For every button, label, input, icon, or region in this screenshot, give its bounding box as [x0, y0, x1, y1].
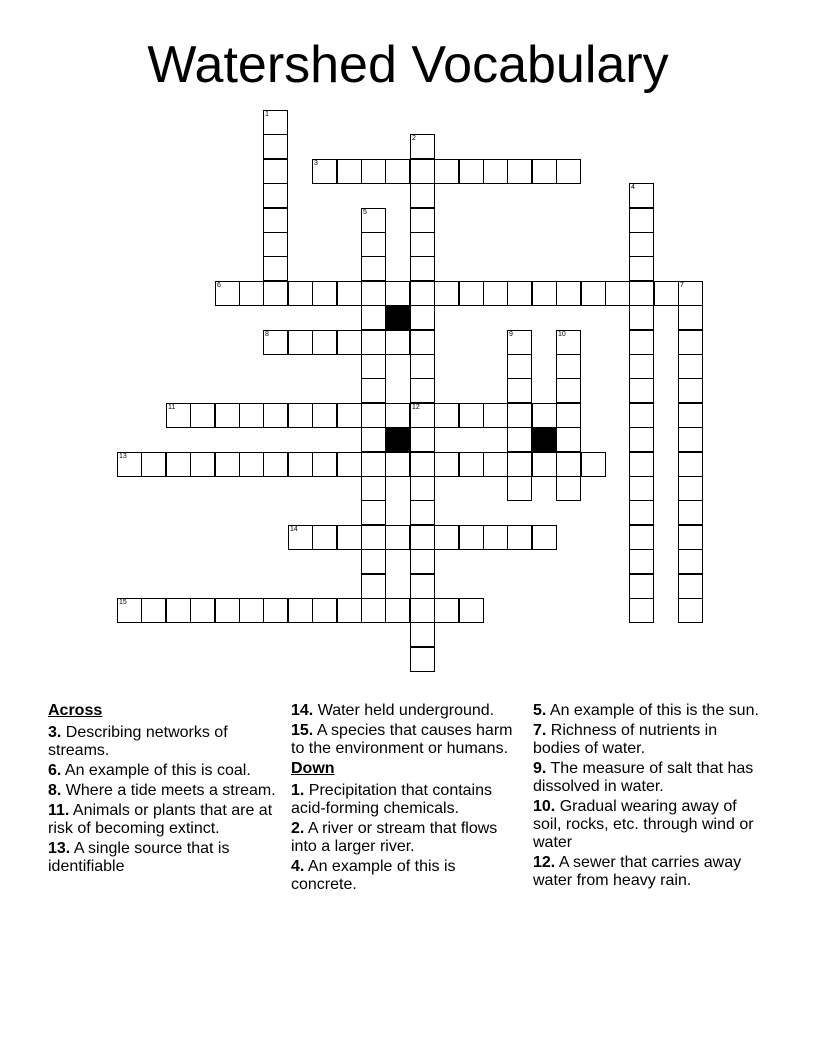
grid-cell[interactable] — [410, 403, 435, 428]
grid-cell[interactable] — [556, 281, 581, 306]
clue-down-10 — [533, 798, 765, 852]
grid-cell[interactable] — [556, 476, 581, 501]
clue-down-4 — [291, 858, 523, 894]
clue-number: 12. — [533, 854, 556, 871]
grid-cell[interactable] — [629, 256, 654, 281]
grid-cell[interactable] — [410, 183, 435, 208]
clue-number: 13. — [48, 840, 71, 857]
grid-cell[interactable] — [361, 208, 386, 233]
grid-cell[interactable] — [410, 232, 435, 257]
grid-cell[interactable] — [385, 403, 410, 428]
grid-cell[interactable] — [678, 354, 703, 379]
clue-down-9 — [533, 760, 765, 796]
across-heading: Across — [48, 702, 103, 719]
grid-cell[interactable] — [361, 427, 386, 452]
grid-cell[interactable] — [459, 403, 484, 428]
grid-cell[interactable] — [483, 159, 508, 184]
cell-number: 5 — [363, 209, 367, 216]
grid-cell[interactable] — [361, 378, 386, 403]
grid-cell[interactable] — [483, 281, 508, 306]
grid-cell[interactable] — [361, 574, 386, 599]
grid-cell[interactable] — [629, 330, 654, 355]
grid-cell[interactable] — [190, 598, 215, 623]
down-heading: Down — [291, 760, 335, 777]
grid-cell[interactable] — [507, 525, 532, 550]
grid-cell[interactable] — [483, 525, 508, 550]
grid-cell[interactable] — [410, 452, 435, 477]
grid-cell[interactable] — [410, 574, 435, 599]
grid-cell[interactable] — [410, 208, 435, 233]
grid-cell[interactable] — [312, 525, 337, 550]
grid-cell[interactable] — [629, 574, 654, 599]
grid-cell[interactable] — [556, 330, 581, 355]
grid-cell[interactable] — [507, 159, 532, 184]
grid-block — [532, 427, 557, 452]
grid-cell[interactable] — [434, 525, 459, 550]
grid-cell[interactable] — [459, 452, 484, 477]
grid-cell[interactable] — [190, 403, 215, 428]
clue-across-14 — [291, 702, 523, 720]
grid-cell[interactable] — [312, 330, 337, 355]
grid-cell[interactable] — [629, 500, 654, 525]
clue-column-2 — [291, 702, 523, 896]
clue-number: 14. — [291, 702, 314, 719]
grid-cell[interactable] — [361, 452, 386, 477]
grid-cell[interactable] — [678, 574, 703, 599]
clue-number: 8. — [48, 782, 62, 799]
grid-cell[interactable] — [459, 159, 484, 184]
cell-number: 15 — [119, 599, 127, 606]
grid-cell[interactable] — [581, 452, 606, 477]
grid-cell[interactable] — [678, 427, 703, 452]
cell-number: 3 — [314, 160, 318, 167]
grid-cell[interactable] — [459, 281, 484, 306]
grid-cell[interactable] — [629, 476, 654, 501]
clue-text: A single source that is identifiable — [48, 840, 230, 875]
grid-block — [385, 305, 410, 330]
grid-cell[interactable] — [678, 452, 703, 477]
grid-cell[interactable] — [361, 525, 386, 550]
grid-cell[interactable] — [410, 549, 435, 574]
grid-cell[interactable] — [166, 452, 191, 477]
grid-cell[interactable] — [361, 354, 386, 379]
grid-cell[interactable] — [239, 403, 264, 428]
grid-cell[interactable] — [361, 500, 386, 525]
grid-cell[interactable] — [361, 476, 386, 501]
grid-cell[interactable] — [459, 525, 484, 550]
grid-cell[interactable] — [532, 452, 557, 477]
grid-cell[interactable] — [532, 281, 557, 306]
clue-column-1 — [48, 702, 280, 878]
grid-cell[interactable] — [678, 598, 703, 623]
grid-cell[interactable] — [288, 281, 313, 306]
cell-number: 8 — [265, 331, 269, 338]
clue-text: Describing networks of streams. — [48, 724, 228, 759]
grid-cell[interactable] — [507, 427, 532, 452]
grid-cell[interactable] — [361, 549, 386, 574]
grid-cell[interactable] — [678, 549, 703, 574]
grid-cell[interactable] — [434, 403, 459, 428]
grid-cell[interactable] — [263, 452, 288, 477]
grid-cell[interactable] — [654, 281, 679, 306]
grid-cell[interactable] — [117, 452, 142, 477]
grid-cell[interactable] — [678, 476, 703, 501]
grid-cell[interactable] — [410, 622, 435, 647]
grid-cell[interactable] — [263, 134, 288, 159]
grid-cell[interactable] — [532, 403, 557, 428]
grid-cell[interactable] — [190, 452, 215, 477]
cell-number: 2 — [412, 135, 416, 142]
clue-number: 5. — [533, 702, 547, 719]
grid-cell[interactable] — [263, 208, 288, 233]
clue-down-7 — [533, 722, 765, 758]
grid-cell[interactable] — [434, 281, 459, 306]
grid-cell[interactable] — [629, 403, 654, 428]
grid-cell[interactable] — [629, 525, 654, 550]
grid-cell[interactable] — [166, 403, 191, 428]
grid-cell[interactable] — [337, 159, 362, 184]
grid-cell[interactable] — [361, 305, 386, 330]
cell-number: 14 — [290, 526, 298, 533]
grid-cell[interactable] — [141, 598, 166, 623]
grid-cell[interactable] — [507, 330, 532, 355]
grid-cell[interactable] — [678, 378, 703, 403]
grid-cell[interactable] — [678, 500, 703, 525]
grid-cell[interactable] — [459, 598, 484, 623]
grid-cell[interactable] — [410, 476, 435, 501]
grid-cell[interactable] — [385, 330, 410, 355]
grid-cell[interactable] — [263, 159, 288, 184]
grid-cell[interactable] — [263, 281, 288, 306]
grid-cell[interactable] — [361, 281, 386, 306]
grid-cell[interactable] — [312, 159, 337, 184]
clue-number: 4. — [291, 858, 305, 875]
grid-cell[interactable] — [288, 598, 313, 623]
grid-cell[interactable] — [239, 598, 264, 623]
grid-cell[interactable] — [263, 110, 288, 135]
cell-number: 6 — [217, 282, 221, 289]
clue-number: 6. — [48, 762, 62, 779]
grid-cell[interactable] — [434, 452, 459, 477]
grid-cell[interactable] — [678, 330, 703, 355]
clue-down-1 — [291, 782, 523, 818]
grid-cell[interactable] — [215, 452, 240, 477]
grid-cell[interactable] — [507, 476, 532, 501]
grid-cell[interactable] — [361, 598, 386, 623]
grid-cell[interactable] — [629, 208, 654, 233]
clue-text: Water held underground. — [313, 702, 495, 719]
grid-cell[interactable] — [337, 598, 362, 623]
cell-number: 9 — [509, 331, 513, 338]
grid-cell[interactable] — [263, 256, 288, 281]
grid-cell[interactable] — [239, 281, 264, 306]
grid-cell[interactable] — [337, 281, 362, 306]
grid-cell[interactable] — [385, 159, 410, 184]
clue-number: 3. — [48, 724, 62, 741]
grid-cell[interactable] — [410, 378, 435, 403]
grid-cell[interactable] — [629, 549, 654, 574]
grid-cell[interactable] — [288, 525, 313, 550]
grid-cell[interactable] — [678, 525, 703, 550]
cell-number: 12 — [412, 404, 420, 411]
clue-text: A river or stream that flows into a larger river. — [291, 820, 498, 855]
grid-cell[interactable] — [556, 452, 581, 477]
cell-number: 10 — [558, 331, 566, 338]
grid-cell[interactable] — [263, 330, 288, 355]
grid-cell[interactable] — [434, 159, 459, 184]
grid-cell[interactable] — [556, 159, 581, 184]
grid-cell[interactable] — [263, 598, 288, 623]
cell-number: 11 — [168, 404, 176, 411]
grid-cell[interactable] — [629, 232, 654, 257]
grid-cell[interactable] — [312, 281, 337, 306]
grid-cell[interactable] — [678, 403, 703, 428]
cell-number: 1 — [265, 111, 269, 118]
grid-cell[interactable] — [215, 281, 240, 306]
grid-cell[interactable] — [410, 330, 435, 355]
grid-cell[interactable] — [556, 378, 581, 403]
page-title: Watershed Vocabulary — [147, 36, 669, 94]
grid-cell[interactable] — [215, 598, 240, 623]
grid-cell[interactable] — [678, 281, 703, 306]
grid-cell[interactable] — [434, 598, 459, 623]
grid-cell[interactable] — [385, 525, 410, 550]
grid-cell[interactable] — [337, 452, 362, 477]
cell-number: 4 — [631, 184, 635, 191]
grid-cell[interactable] — [385, 281, 410, 306]
clue-across-13 — [48, 840, 280, 876]
grid-cell[interactable] — [410, 427, 435, 452]
grid-cell[interactable] — [337, 330, 362, 355]
grid-cell[interactable] — [532, 159, 557, 184]
cell-number: 7 — [680, 282, 684, 289]
clue-across-8 — [48, 782, 280, 800]
grid-cell[interactable] — [141, 452, 166, 477]
grid-cell[interactable] — [385, 598, 410, 623]
grid-cell[interactable] — [288, 403, 313, 428]
grid-cell[interactable] — [410, 256, 435, 281]
grid-cell[interactable] — [337, 403, 362, 428]
clue-number: 9. — [533, 760, 547, 777]
grid-cell[interactable] — [556, 427, 581, 452]
grid-cell[interactable] — [410, 305, 435, 330]
grid-cell[interactable] — [385, 452, 410, 477]
grid-cell[interactable] — [532, 525, 557, 550]
clue-number: 10. — [533, 798, 556, 815]
grid-cell[interactable] — [410, 598, 435, 623]
grid-cell[interactable] — [166, 598, 191, 623]
clue-text: An example of this is the sun. — [546, 702, 759, 719]
grid-cell[interactable] — [239, 452, 264, 477]
grid-block — [385, 427, 410, 452]
clue-text: Where a tide meets a stream. — [61, 782, 276, 799]
grid-cell[interactable] — [483, 403, 508, 428]
grid-cell[interactable] — [263, 183, 288, 208]
clue-text: An example of this is coal. — [61, 762, 251, 779]
grid-cell[interactable] — [410, 134, 435, 159]
clue-number: 2. — [291, 820, 305, 837]
grid-cell[interactable] — [361, 330, 386, 355]
grid-cell[interactable] — [410, 500, 435, 525]
grid-cell[interactable] — [361, 159, 386, 184]
clue-text: Gradual wearing away of soil, rocks, etc. through wind or water — [533, 798, 754, 851]
grid-cell[interactable] — [361, 232, 386, 257]
grid-cell[interactable] — [312, 598, 337, 623]
clue-number: 15. — [291, 722, 314, 739]
grid-cell[interactable] — [410, 159, 435, 184]
clue-text: Precipitation that contains acid-forming chemicals. — [291, 782, 493, 817]
grid-cell[interactable] — [117, 598, 142, 623]
grid-cell[interactable] — [215, 403, 240, 428]
clue-number: 11. — [48, 802, 70, 819]
clue-down-5 — [533, 702, 765, 720]
grid-cell[interactable] — [410, 647, 435, 672]
grid-cell[interactable] — [361, 403, 386, 428]
clue-number: 1. — [291, 782, 305, 799]
grid-cell[interactable] — [556, 354, 581, 379]
clue-across-6 — [48, 762, 280, 780]
clue-text: Richness of nutrients in bodies of water. — [533, 722, 718, 757]
clue-number: 7. — [533, 722, 547, 739]
clue-across-3 — [48, 724, 280, 760]
grid-cell[interactable] — [507, 403, 532, 428]
clue-text: Animals or plants that are at risk of becoming extinct. — [48, 802, 273, 837]
cell-number: 13 — [119, 453, 127, 460]
clue-across-15 — [291, 722, 523, 758]
clue-text: A species that causes harm to the environment or humans. — [291, 722, 513, 757]
grid-cell[interactable] — [263, 232, 288, 257]
clue-text: An example of this is concrete. — [291, 858, 456, 893]
grid-cell[interactable] — [337, 525, 362, 550]
grid-cell[interactable] — [263, 403, 288, 428]
grid-cell[interactable] — [629, 354, 654, 379]
grid-cell[interactable] — [410, 525, 435, 550]
grid-cell[interactable] — [629, 598, 654, 623]
clue-text: A sewer that carries away water from heavy rain. — [533, 854, 742, 889]
grid-cell[interactable] — [312, 403, 337, 428]
grid-cell[interactable] — [410, 354, 435, 379]
grid-cell[interactable] — [483, 452, 508, 477]
grid-cell[interactable] — [629, 281, 654, 306]
grid-cell[interactable] — [629, 305, 654, 330]
grid-cell[interactable] — [629, 183, 654, 208]
grid-cell[interactable] — [288, 452, 313, 477]
grid-cell[interactable] — [507, 354, 532, 379]
grid-cell[interactable] — [312, 452, 337, 477]
clue-down-12 — [533, 854, 765, 890]
clue-down-2 — [291, 820, 523, 856]
grid-cell[interactable] — [507, 452, 532, 477]
grid-cell[interactable] — [361, 256, 386, 281]
grid-cell[interactable] — [410, 281, 435, 306]
grid-cell[interactable] — [288, 330, 313, 355]
clue-across-11 — [48, 802, 280, 838]
clue-column-3 — [533, 702, 765, 892]
grid-cell[interactable] — [507, 378, 532, 403]
grid-cell[interactable] — [507, 281, 532, 306]
grid-cell[interactable] — [605, 281, 630, 306]
grid-cell[interactable] — [556, 403, 581, 428]
grid-cell[interactable] — [678, 305, 703, 330]
grid-cell[interactable] — [581, 281, 606, 306]
grid-cell[interactable] — [629, 452, 654, 477]
grid-cell[interactable] — [629, 378, 654, 403]
grid-cell[interactable] — [629, 427, 654, 452]
clue-text: The measure of salt that has dissolved in water. — [533, 760, 754, 795]
